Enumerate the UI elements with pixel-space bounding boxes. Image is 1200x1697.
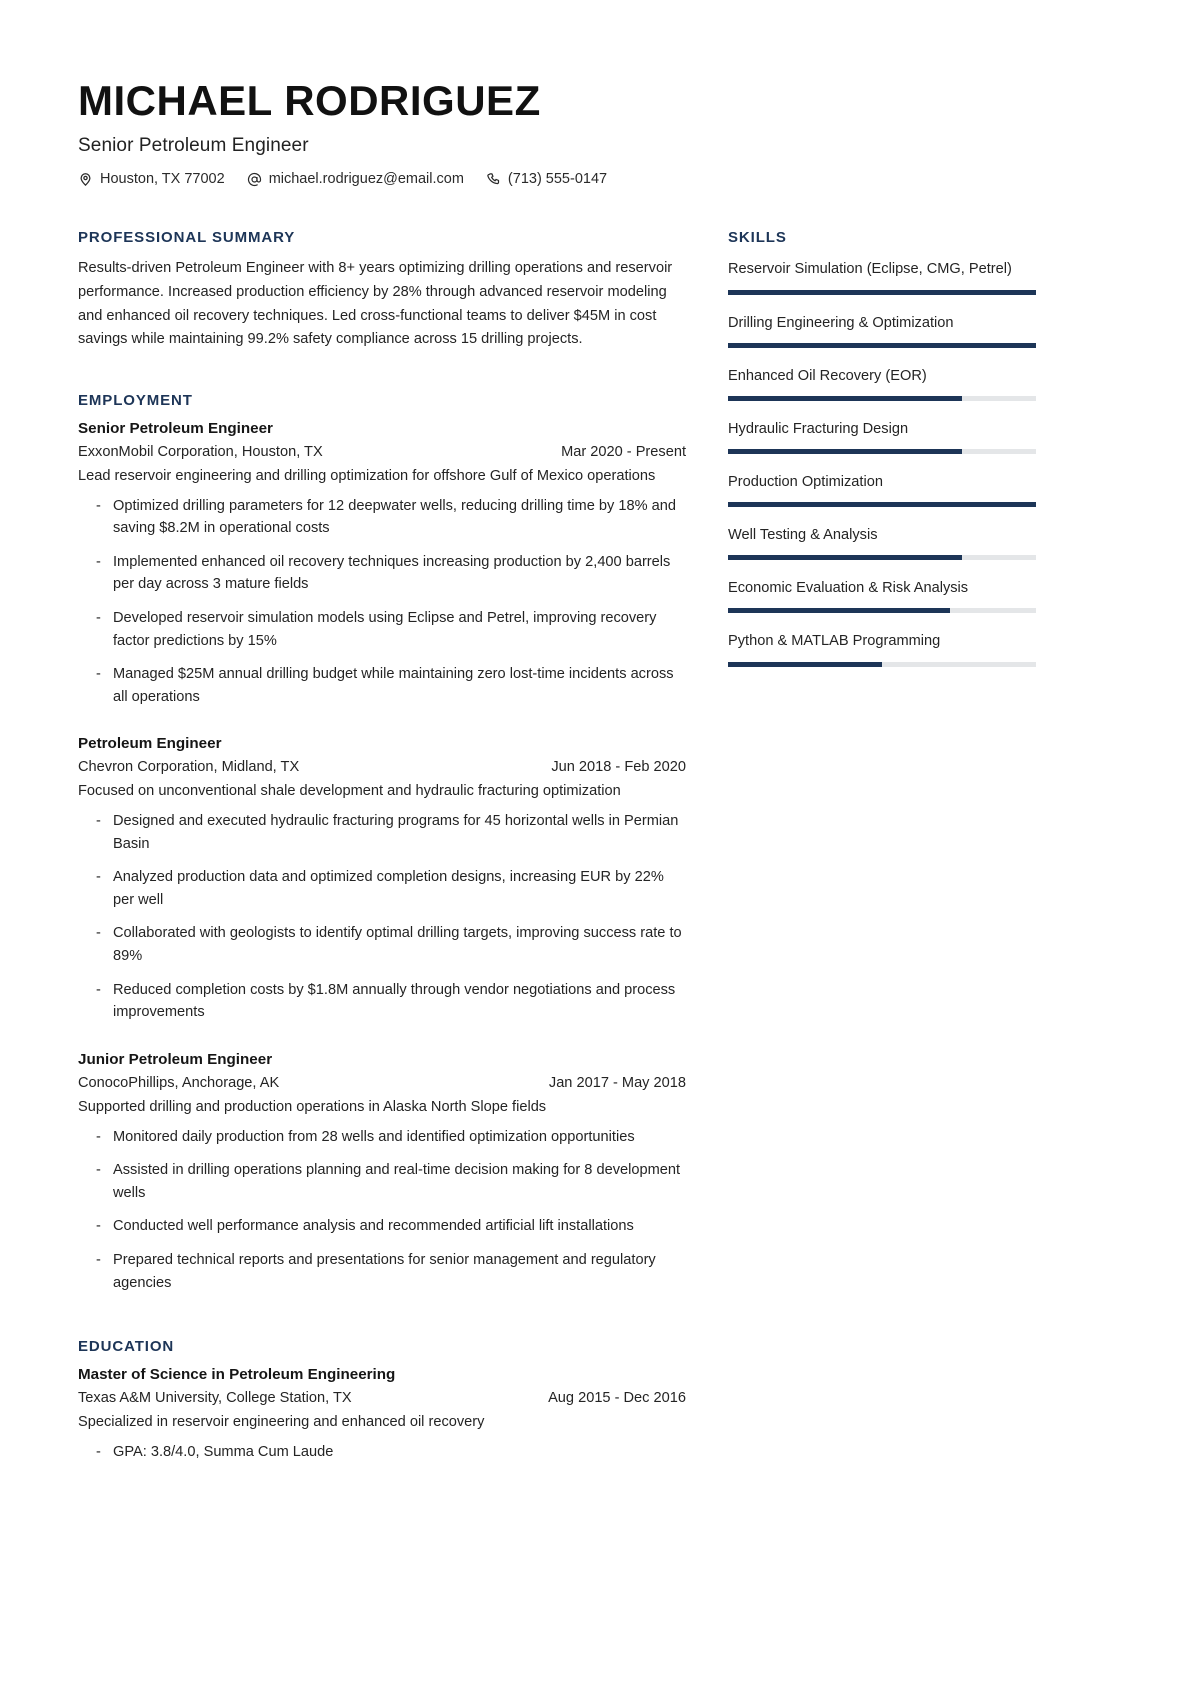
- main-column: [78, 229, 686, 1503]
- job-bullet: [78, 979, 686, 1024]
- skill-level-track: [728, 449, 1036, 454]
- job-role: Senior Petroleum Engineer: [78, 419, 273, 437]
- skill-level-fill: [728, 449, 962, 454]
- employment-entry: [78, 420, 686, 708]
- education-bullets: [78, 1441, 686, 1464]
- bullet-text: Managed $25M annual drilling budget while maintaining zero lost-time incidents across all operations: [113, 666, 674, 705]
- skill-name: Hydraulic Fracturing Design: [728, 420, 909, 437]
- bullet-marker: -: [96, 813, 101, 830]
- section-professional-summary: [78, 229, 686, 352]
- skill-level-track: [728, 662, 1036, 667]
- job-description: Lead reservoir engineering and drilling optimization for offshore Gulf of Mexico operations: [78, 467, 656, 484]
- job-company: Chevron Corporation, Midland, TX: [78, 759, 300, 776]
- contact-row: [78, 171, 1122, 187]
- candidate-job-title: Senior Petroleum Engineer: [78, 135, 309, 157]
- skill-level-track: [728, 502, 1036, 507]
- bullet-marker: -: [96, 1251, 101, 1268]
- education-degree: Master of Science in Petroleum Engineering: [78, 1366, 396, 1384]
- job-bullets: [78, 495, 686, 709]
- education-entry: [78, 1366, 686, 1463]
- bullet-text: Prepared technical reports and presentations for senior management and regulatory agencies: [113, 1251, 656, 1291]
- job-dates: Jan 2017 - May 2018: [548, 1074, 686, 1091]
- contact-phone[interactable]: [486, 171, 607, 187]
- bullet-marker: -: [96, 925, 101, 942]
- section-heading-education: EDUCATION: [78, 1338, 175, 1356]
- bullet-text: Developed reservoir simulation models using Eclipse and Petrel, improving recovery factor predictions by 15%: [113, 609, 657, 649]
- email-at-icon: [247, 172, 262, 187]
- employment-entry: [78, 735, 686, 1023]
- bullet-text: Monitored daily production from 28 wells and identified optimization opportunities: [113, 1128, 635, 1145]
- job-dates: Jun 2018 - Feb 2020: [551, 759, 686, 776]
- skill-name: Drilling Engineering & Optimization: [728, 314, 954, 331]
- skill-item: [728, 313, 1036, 348]
- skill-level-fill: [728, 396, 962, 401]
- education-description: Specialized in reservoir engineering and enhanced oil recovery: [78, 1414, 485, 1431]
- skill-name: Economic Evaluation & Risk Analysis: [728, 580, 969, 597]
- skill-name: Production Optimization: [728, 473, 883, 490]
- bullet-marker: -: [96, 609, 101, 626]
- bullet-marker: -: [96, 1162, 101, 1179]
- job-company: ExxonMobil Corporation, Houston, TX: [78, 443, 323, 460]
- job-dates: Mar 2020 - Present: [561, 443, 686, 460]
- skill-item: [728, 419, 1036, 454]
- job-role: Junior Petroleum Engineer: [78, 1050, 273, 1068]
- bullet-text: GPA: 3.8/4.0, Summa Cum Laude: [113, 1443, 334, 1460]
- skill-level-track: [728, 555, 1036, 560]
- job-bullet: [78, 1159, 686, 1204]
- job-bullet: [78, 866, 686, 911]
- skill-item: [728, 578, 1036, 613]
- section-skills: [728, 229, 1036, 666]
- section-employment: [78, 392, 686, 1294]
- bullet-marker: -: [96, 666, 101, 683]
- bullet-text: Designed and executed hydraulic fracturing programs for 45 horizontal wells in Permian Basin: [113, 813, 679, 852]
- skill-item: [728, 525, 1036, 560]
- contact-email[interactable]: [247, 171, 464, 187]
- job-bullet: [78, 1215, 686, 1238]
- job-description: Supported drilling and production operations in Alaska North Slope fields: [78, 1098, 547, 1115]
- skill-name: Python & MATLAB Programming: [728, 633, 941, 650]
- skill-level-track: [728, 343, 1036, 348]
- sidebar-column: [728, 229, 1036, 706]
- job-bullet: [78, 810, 686, 855]
- job-bullet: [78, 607, 686, 652]
- job-company: ConocoPhillips, Anchorage, AK: [78, 1074, 280, 1091]
- summary-text: Results-driven Petroleum Engineer with 8+ years optimizing drilling operations and reservoir performance. Increased production efficiency by 28% through advanced reservoir modeling and enhanced oil recovery techniques. Led cross-functional teams to deliver $45M in cost savings while maintaining 99.2% safety compliance across 15 drilling projects.: [78, 260, 673, 348]
- skill-item: [728, 366, 1036, 401]
- job-description: Focused on unconventional shale development and hydraulic fracturing optimization: [78, 783, 621, 800]
- contact-location-text: Houston, TX 77002: [100, 171, 225, 188]
- job-meta: [78, 759, 686, 775]
- bullet-marker: -: [96, 1218, 101, 1235]
- job-bullets: [78, 810, 686, 1024]
- contact-email-text: michael.rodriguez@email.com: [268, 171, 464, 188]
- contact-phone-text: (713) 555-0147: [507, 171, 608, 188]
- skill-level-fill: [728, 555, 962, 560]
- bullet-marker: -: [96, 981, 101, 998]
- education-school: Texas A&M University, College Station, TX: [78, 1390, 352, 1407]
- bullet-marker: -: [96, 553, 101, 570]
- education-meta: [78, 1390, 686, 1406]
- employment-entry: [78, 1051, 686, 1294]
- skill-level-track: [728, 290, 1036, 295]
- skill-level-fill: [728, 662, 882, 667]
- section-heading-skills: SKILLS: [728, 229, 787, 247]
- section-heading-employment: EMPLOYMENT: [78, 391, 193, 409]
- skill-item: [728, 472, 1036, 507]
- education-dates: Aug 2015 - Dec 2016: [548, 1390, 686, 1407]
- job-bullet: [78, 495, 686, 540]
- bullet-marker: -: [96, 1128, 101, 1145]
- skill-name: Well Testing & Analysis: [728, 527, 878, 544]
- section-heading-summary: PROFESSIONAL SUMMARY: [78, 229, 296, 247]
- skill-level-fill: [728, 502, 1036, 507]
- bullet-text: Implemented enhanced oil recovery techniques increasing production by 2,400 barrels per day across 3 mature fields: [113, 553, 671, 593]
- education-bullet: [78, 1441, 686, 1464]
- job-bullet: [78, 551, 686, 596]
- bullet-marker: -: [96, 869, 101, 886]
- job-meta: [78, 1075, 686, 1091]
- location-pin-icon: [78, 172, 93, 187]
- bullet-marker: -: [96, 497, 101, 514]
- skill-item: [728, 259, 1036, 294]
- bullet-text: Optimized drilling parameters for 12 deepwater wells, reducing drilling time by 18% and saving $8.2M in operational costs: [113, 497, 676, 537]
- skill-item: [728, 631, 1036, 666]
- contact-location: [78, 171, 225, 187]
- job-meta: [78, 444, 686, 460]
- job-bullets: [78, 1126, 686, 1295]
- phone-icon: [486, 172, 501, 187]
- job-role: Petroleum Engineer: [78, 735, 222, 753]
- resume-body: [78, 229, 1122, 1503]
- job-bullet: [78, 1249, 686, 1294]
- bullet-marker: -: [96, 1443, 101, 1460]
- bullet-text: Assisted in drilling operations planning and real-time decision making for 8 development wells: [113, 1162, 681, 1201]
- bullet-text: Collaborated with geologists to identify optimal drilling targets, improving success rate to 89%: [113, 925, 682, 965]
- job-bullet: [78, 1126, 686, 1149]
- bullet-text: Reduced completion costs by $1.8M annually through vendor negotiations and process improvements: [113, 981, 676, 1021]
- bullet-text: Conducted well performance analysis and recommended artificial lift installations: [113, 1218, 634, 1235]
- skill-name: Reservoir Simulation (Eclipse, CMG, Petrel): [728, 261, 1012, 278]
- section-education: [78, 1338, 686, 1463]
- candidate-name: MICHAEL RODRIGUEZ: [78, 77, 541, 124]
- skill-level-track: [728, 608, 1036, 613]
- job-bullet: [78, 922, 686, 967]
- job-bullet: [78, 663, 686, 708]
- skill-level-fill: [728, 290, 1036, 295]
- skill-name: Enhanced Oil Recovery (EOR): [728, 367, 927, 384]
- skill-level-fill: [728, 343, 1036, 348]
- resume-header: [78, 78, 1122, 187]
- skill-level-fill: [728, 608, 950, 613]
- bullet-text: Analyzed production data and optimized completion designs, increasing EUR by 22% per well: [113, 869, 664, 908]
- skill-level-track: [728, 396, 1036, 401]
